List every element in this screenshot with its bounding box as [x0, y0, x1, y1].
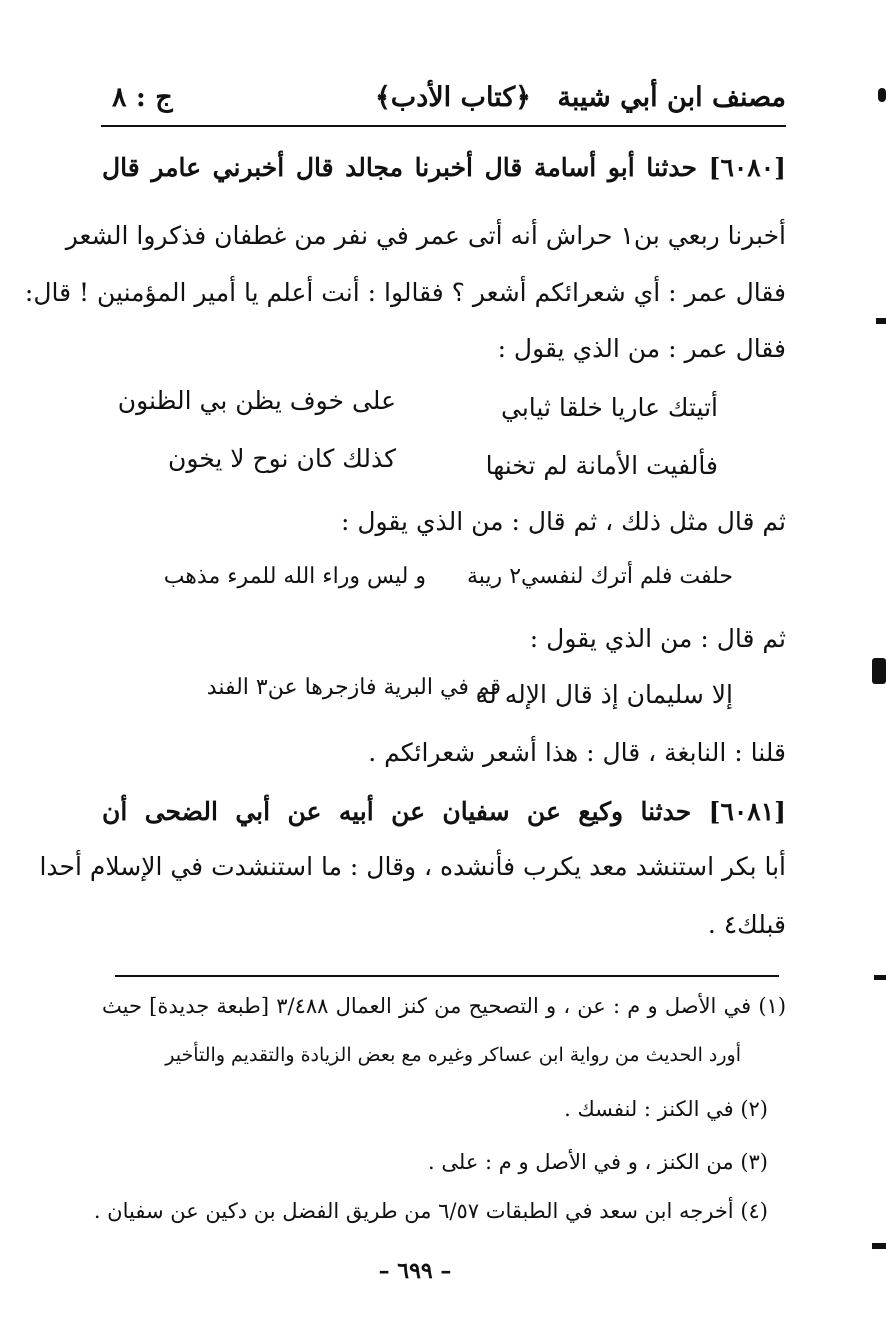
verse-2-first-hemistich: فألفيت الأمانة لم تخنها [485, 451, 718, 480]
hadith-6080-line-2: أخبرنا ربعي بن١ حراش أنه أتى عمر في نفر من غطفان فذكروا الشعر [65, 221, 786, 250]
footnote-1-line-1: (١) في الأصل و م : عن ، و التصحيح من كنز العمال ٣/٤٨٨ [طبعة جديدة] حيث [102, 994, 787, 1018]
footnote-2: (٢) في الكنز : لنفسك . [564, 1097, 768, 1121]
book-title: مصنف ابن أبي شيبة [557, 82, 786, 113]
verse-2-second-hemistich: كذلك كان نوح لا يخون [167, 444, 396, 473]
answer-line: قلنا : النابغة ، قال : هذا أشعر شعرائكم . [368, 738, 786, 767]
verse-4-first-hemistich: إلا سليمان إذ قال الإله له [475, 680, 733, 709]
chapter-title: ﴿كتاب الأدب﴾ [374, 82, 531, 113]
hadith-6080-line-1: [٦٠٨٠] حدثنا أبو أسامة قال أخبرنا مجالد قال أخبرني عامر قال [102, 153, 786, 182]
scan-mark [872, 1243, 886, 1249]
scan-mark [874, 975, 886, 980]
hadith-6081-line-1: [٦٠٨١] حدثنا وكيع عن سفيان عن أبيه عن أبي الضحى أن [102, 797, 786, 826]
scan-mark [878, 88, 886, 102]
hadith-6080-line-3: فقال عمر : أي شعرائكم أشعر ؟ فقالوا : أنت أعلم يا أمير المؤمنين ! قال: [24, 278, 786, 307]
hadith-6081-line-3: قبلك٤ . [707, 910, 786, 939]
footnote-4: (٤) أخرجه ابن سعد في الطبقات ٦/٥٧ من طريق الفضل بن دكين عن سفيان . [93, 1199, 768, 1223]
footnote-rule [115, 975, 779, 977]
volume-number: ج : ٨ [112, 82, 173, 113]
verse-3-second-hemistich: و ليس وراء الله للمرء مذهب [163, 564, 426, 589]
header-rule [101, 125, 786, 127]
hadith-6081-line-2: أبا بكر استنشد معد يكرب فأنشده ، وقال : ما استنشدت في الإسلام أحدا [39, 852, 786, 881]
verse-3-first-hemistich: حلفت فلم أترك لنفسي٢ ريبة [467, 564, 733, 589]
narration-line-2: ثم قال : من الذي يقول : [529, 624, 786, 653]
verse-4-second-hemistich: قم في البرية فازجرها عن٣ الفند [206, 675, 501, 700]
scan-mark [876, 318, 886, 324]
footnote-1-line-2: أورد الحديث من رواية ابن عساكر وغيره مع بعض الزيادة والتقديم والتأخير [165, 1044, 741, 1066]
page-number: – ٦٩٩ – [378, 1258, 452, 1284]
verse-1-first-hemistich: أتيتك عاريا خلقا ثيابي [501, 393, 718, 422]
footnote-3: (٣) من الكنز ، و في الأصل و م : على . [428, 1150, 768, 1174]
scan-mark [872, 658, 886, 684]
narration-line: ثم قال مثل ذلك ، ثم قال : من الذي يقول : [340, 507, 786, 536]
verse-1-second-hemistich: على خوف يظن بي الظنون [117, 386, 396, 415]
hadith-6080-line-4: فقال عمر : من الذي يقول : [497, 334, 786, 363]
